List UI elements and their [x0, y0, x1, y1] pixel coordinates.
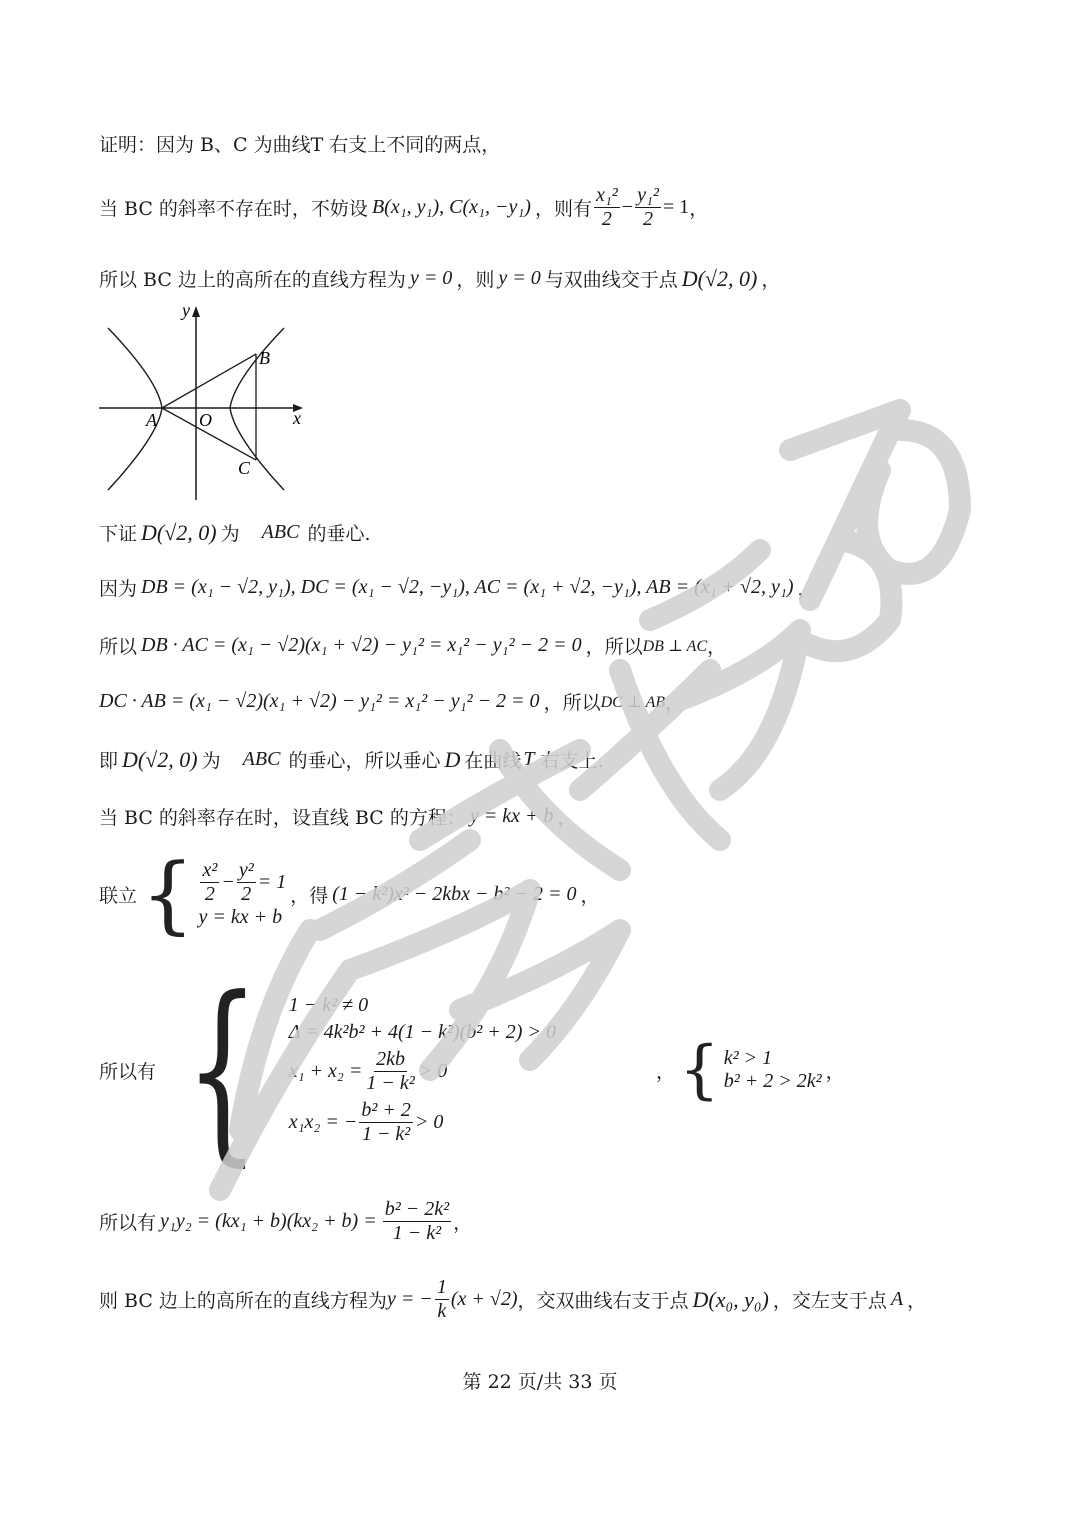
proof-intro-text: 证明：因为 B、C 为曲线T 右支上不同的两点，	[99, 134, 501, 156]
minus-sign: −	[621, 196, 634, 218]
text: ，交左支于点	[772, 1290, 887, 1312]
numerator: 1	[436, 1276, 447, 1298]
minus-sign: −	[221, 871, 235, 893]
text: ，	[707, 636, 727, 658]
conditions-rows	[285, 994, 556, 1146]
fraction	[364, 1048, 416, 1095]
label-B: B	[259, 348, 270, 368]
vertical-slope-case	[99, 184, 708, 231]
denominator: 1 − k²	[392, 1222, 442, 1244]
result-row-1: k² > 1	[723, 1047, 773, 1069]
text: ，	[580, 884, 600, 907]
math-triangle: ABC	[242, 748, 281, 770]
text: 所以有	[99, 1060, 157, 1083]
condition-row-4	[289, 1099, 556, 1146]
text: 为	[220, 523, 240, 545]
math-lhs: y = −	[386, 1288, 433, 1310]
result-row-2: b² + 2 > 2k²	[723, 1070, 822, 1092]
math-triangle: ABC	[261, 521, 300, 543]
math-eq: y = 0	[409, 267, 453, 289]
lhs: x₁x₂ = −	[288, 1111, 358, 1133]
denominator: 2	[601, 208, 612, 230]
text: 因为	[99, 578, 138, 600]
y-product	[99, 1198, 472, 1245]
text: 为	[201, 750, 221, 772]
text: 所以	[99, 636, 138, 658]
fraction-x1sq-over-2	[594, 184, 620, 231]
label-C: C	[238, 458, 251, 478]
denominator: 1 − k²	[361, 1123, 411, 1145]
text: ，	[665, 692, 685, 714]
text: ，	[557, 807, 577, 829]
condition-row-3	[289, 1048, 556, 1095]
left-brace: {	[184, 956, 260, 1184]
math-point-D: D(√2, 0)	[122, 746, 198, 772]
math-quadratic: (1 − k²)x² − 2kbx − b² − 2 = 0	[332, 882, 577, 905]
orthocenter-conclusion	[99, 746, 604, 773]
math-perpendicular: DC ⊥ AB	[600, 693, 666, 711]
lhs: x₁ + x₂ =	[288, 1060, 363, 1082]
label-A: A	[146, 410, 157, 430]
text: ，	[689, 198, 709, 220]
fraction	[359, 1099, 413, 1146]
math-expr: y₁y₂ = (kx₁ + b)(kx₂ + b) =	[160, 1210, 377, 1232]
label-x: x	[293, 408, 301, 428]
math-A: A	[890, 1288, 904, 1310]
text: 当 BC 的斜率不存在时，不妨设	[99, 198, 368, 220]
fraction-xsq-over-2	[200, 859, 219, 906]
text: 所以有	[99, 1212, 157, 1234]
result-rows	[720, 1047, 822, 1093]
numerator: y²	[238, 859, 254, 881]
proof-intro	[99, 130, 500, 157]
text: ，	[453, 1212, 473, 1234]
numerator: x²	[202, 859, 218, 881]
numerator: 2kb	[376, 1048, 405, 1070]
text: 与双曲线交于点	[544, 269, 678, 291]
numerator: x₁²	[595, 184, 618, 206]
text: 当 BC 的斜率存在时，设直线 BC 的方程：	[99, 807, 466, 829]
text: 在曲线	[464, 750, 522, 772]
denominator: k	[437, 1300, 447, 1322]
system-row-1	[198, 859, 286, 906]
text: ，	[761, 269, 781, 291]
label-y: y	[182, 300, 190, 320]
orthocenter-claim	[99, 519, 370, 546]
altitude-equation	[99, 1276, 926, 1323]
math-point-D: D(√2, 0)	[681, 265, 758, 291]
text: ，	[907, 1290, 927, 1312]
result-braced	[678, 1033, 822, 1107]
numerator: y₁²	[637, 184, 659, 206]
numerator: b² + 2	[361, 1099, 411, 1121]
left-brace: {	[678, 1033, 720, 1107]
math-eq: y = 0	[498, 267, 541, 289]
text: ，得	[290, 884, 329, 907]
dot-product-db-ac	[99, 632, 726, 659]
equation-system	[141, 845, 287, 943]
fraction	[383, 1198, 451, 1245]
system-row-2: y = kx + b	[198, 906, 283, 928]
numerator: b² − 2k²	[384, 1198, 450, 1220]
math-line-eq: y = kx + b	[469, 805, 554, 827]
math-point-D: D(x₀, y₀)	[692, 1286, 769, 1312]
conditions-braced	[160, 956, 556, 1184]
text: 右支上.	[540, 750, 604, 772]
condition-row-1: 1 − k² ≠ 0	[288, 994, 369, 1016]
fraction-ysq-over-2	[237, 859, 256, 906]
text: 联立	[99, 884, 138, 907]
dot-product-dc-ab	[99, 688, 684, 715]
denominator: 2	[204, 883, 215, 905]
left-brace: {	[141, 845, 195, 943]
left-branch	[108, 328, 162, 490]
equals-one: = 1	[662, 196, 690, 218]
text: 下证	[99, 523, 138, 545]
y-axis-arrow	[192, 306, 200, 317]
segment-AB	[162, 354, 256, 408]
system-combine	[99, 845, 600, 943]
text: ，则有	[534, 198, 592, 220]
text: 则 BC 边上的高所在的直线方程为	[99, 1290, 387, 1312]
text: ，所以	[543, 692, 601, 714]
math-D: D	[444, 746, 461, 772]
fraction-y1sq-over-2	[635, 184, 661, 231]
rhs: > 0	[414, 1111, 444, 1133]
conditions-system	[99, 956, 845, 1184]
text: ，	[825, 1060, 845, 1083]
text: ，则	[456, 269, 495, 291]
vector-definitions	[99, 574, 817, 601]
math-points: B(x₁, y₁), C(x₁, −y₁)	[371, 196, 531, 218]
condition-row-2: Δ = 4k²b² + 4(1 − k²)(b² + 2) > 0	[288, 1021, 556, 1043]
label-O: O	[199, 410, 212, 430]
math-T: T	[523, 748, 535, 770]
denominator: 1 − k²	[366, 1072, 415, 1094]
hyperbola-diagram	[96, 300, 316, 505]
system-rows	[194, 859, 286, 929]
text: 的垂心，所以垂心	[288, 750, 441, 772]
math-perpendicular: DB ⊥ AC	[642, 637, 708, 655]
math-rhs: (x + √2)	[450, 1288, 518, 1310]
denominator: 2	[642, 208, 653, 230]
rhs: > 0	[418, 1060, 448, 1082]
math-dot-product: DC · AB = (x₁ − √2)(x₁ + √2) − y₁² = x₁² − y₁² − 2 = 0	[99, 690, 540, 712]
page-footer: 第 22 页/共 33 页	[462, 1371, 618, 1393]
math-point-D: D(√2, 0)	[141, 519, 217, 545]
text: 所以 BC 边上的高所在的直线方程为	[99, 269, 406, 291]
math-dot-product: DB · AC = (x₁ − √2)(x₁ + √2) − y₁² = x₁² − y₁² − 2 = 0	[141, 634, 582, 656]
text: 的垂心.	[307, 523, 371, 545]
math-vectors: DB = (x₁ − √2, y₁), DC = (x₁ − √2, −y₁), AC = (x₁ + √2, −y₁), AB = (x₁ + √2, y₁)	[141, 576, 794, 598]
text: 即	[99, 750, 119, 772]
altitude-line	[99, 265, 780, 292]
equals-one: = 1	[257, 871, 287, 893]
fraction	[435, 1276, 449, 1323]
slope-exists-case	[99, 803, 577, 830]
text: ，交双曲线右支于点	[517, 1290, 689, 1312]
text: ，	[797, 578, 817, 600]
text: ，	[655, 1060, 675, 1083]
text: ，所以	[585, 636, 643, 658]
denominator: 2	[241, 883, 252, 905]
